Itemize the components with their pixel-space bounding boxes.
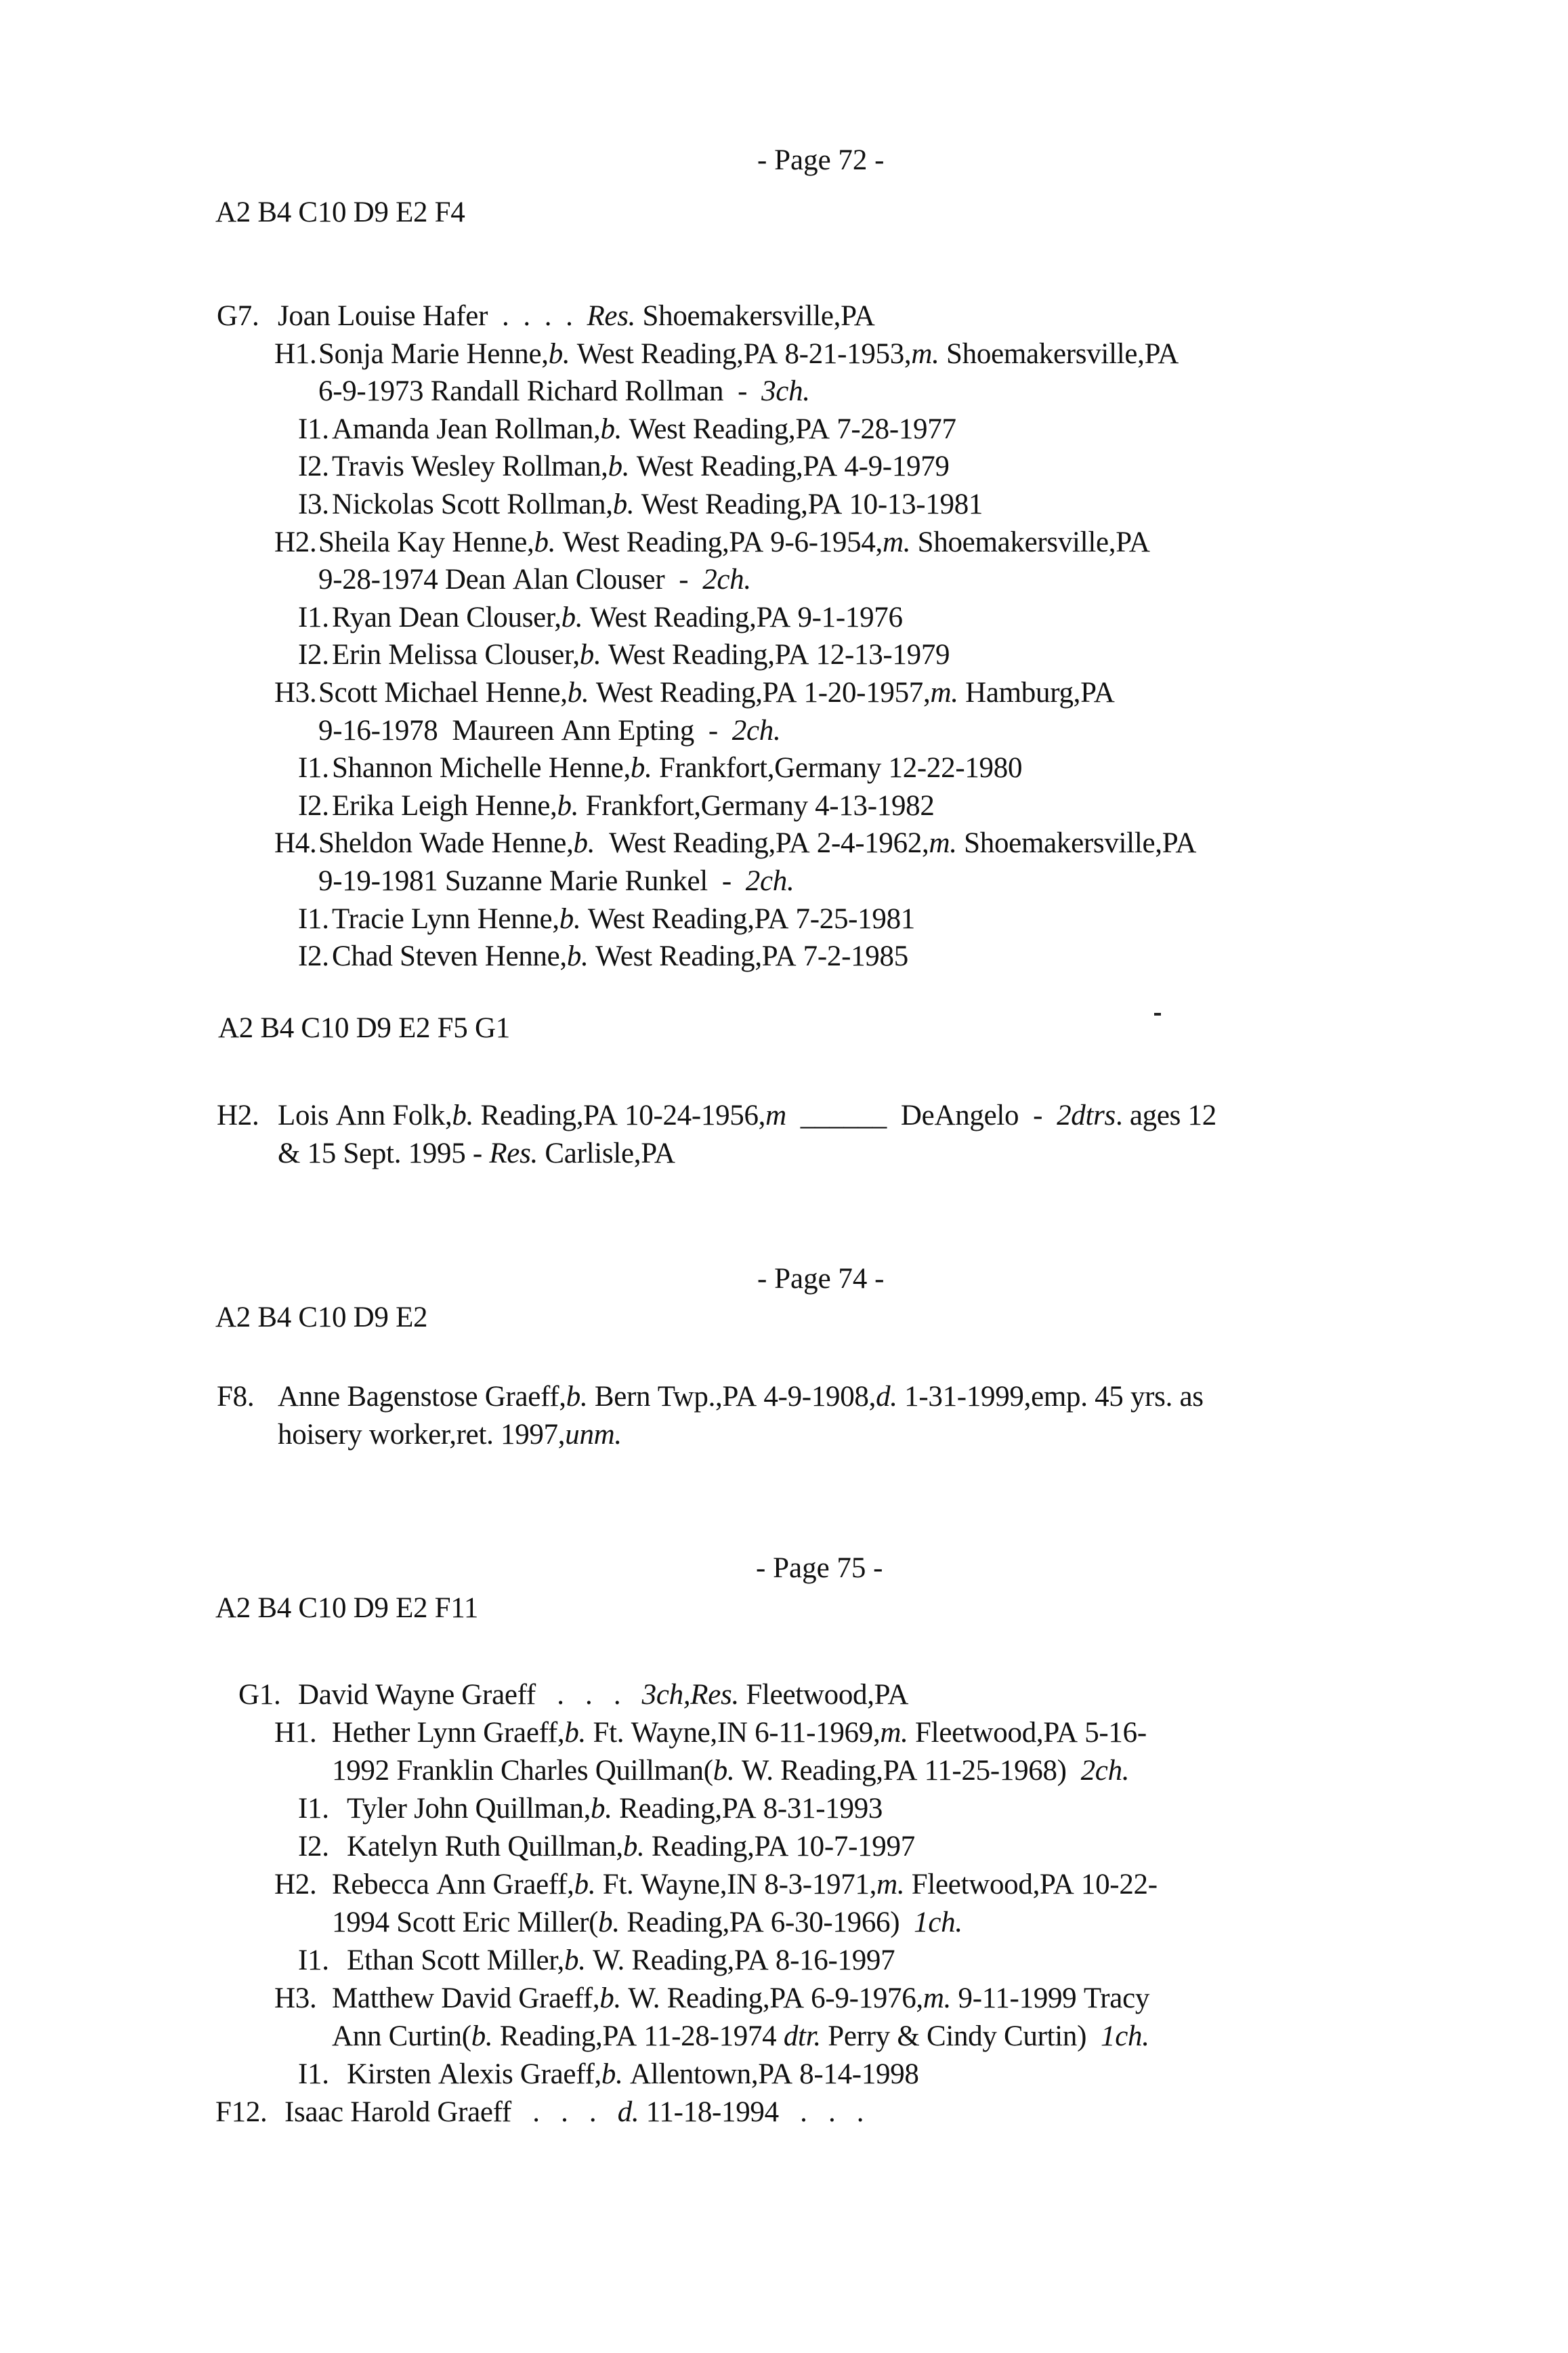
abbreviation: b. [600,413,622,445]
abbreviation: b. [567,677,589,709]
entry-text: W. Reading,PA 11-25-1968) [734,1755,1081,1787]
entry-label: I2. [298,639,329,671]
abbreviation: Res. [587,300,636,332]
entry-text: Rebecca Ann Graeff, [332,1869,574,1900]
entry-text: 9-16-1978 Maureen Ann Epting - [318,714,732,747]
entry-text: Reading,PA 10-24-1956, [473,1100,766,1131]
entry-label: I1. [298,1793,329,1825]
entry-text: Hamburg,PA [958,677,1115,709]
entry-text: West Reading,PA 2-4-1962, [595,827,929,860]
entry-continuation-line [332,2022,1149,2051]
entry-continuation-line [318,867,794,896]
entry-text: Katelyn Ruth Quillman, [347,1831,623,1862]
abbreviation: b. [471,2020,493,2052]
abbreviation: 2dtrs [1057,1100,1116,1131]
abbreviation: b. [622,1831,645,1862]
entry-label: F12. [215,2096,268,2128]
entry-label: G1. [238,1679,281,1711]
entry-text: Shoemakersville,PA [939,337,1179,370]
entry-text: W. Reading,PA 8-16-1997 [585,1944,895,1976]
entry-text: 1-31-1999,emp. 45 yrs. as [897,1381,1204,1413]
entry-line [332,1984,1149,2013]
entry-line [278,1101,1216,1130]
entry-line [332,415,956,444]
entry-label: H2. [274,526,317,558]
abbreviation: b. [566,940,589,973]
abbreviation: b. [548,337,570,370]
entry-text: Bern Twp.,PA 4-9-1908, [587,1381,876,1413]
entry-text: West Reading,PA 1-20-1957, [589,677,931,709]
entry-line [332,904,915,934]
page-number-72: - Page 72 - [757,144,885,176]
abbreviation: b. [564,1944,586,1976]
entry-line [318,829,1196,858]
entry-text: Fleetwood,PA 10-22- [904,1869,1158,1900]
entry-line [318,528,1150,557]
entry-text: W. Reading,PA 6-9-1976, [620,1982,923,2014]
abbreviation: 2ch. [745,865,794,897]
abbreviation: b. [598,1907,620,1938]
abbreviation: b. [630,752,652,785]
entry-line [318,339,1179,369]
entry-text: Ryan Dean Clouser, [332,601,561,633]
entry-line [332,490,983,519]
entry-text: West Reading,PA 7-28-1977 [622,413,956,445]
abbreviation: b. [591,1793,612,1825]
entry-text: Shoemakersville,PA [635,300,875,332]
entry-line [332,1870,1158,1899]
abbreviation: 1ch. [914,1907,962,1938]
entry-text: Ann Curtin( [332,2020,471,2052]
entry-continuation-line [318,716,780,745]
entry-label: I1. [298,902,329,935]
entry-text: Isaac Harold Graeff [284,2096,511,2128]
entry-line [347,1832,915,1861]
entry-text: Reading,PA 11-28-1974 [492,2020,784,2052]
abbreviation: b. [566,1381,588,1413]
entry-text: West Reading,PA 4-9-1979 [629,451,950,483]
entry-continuation-line [332,1908,962,1937]
entry-text: Matthew David Graeff, [332,1982,600,2014]
abbreviation: b. [574,1869,596,1900]
entry-text: 11-18-1994 . . . [639,2096,864,2128]
entry-text: Sheila Kay Henne, [318,526,534,558]
entry-text: Tyler John Quillman, [347,1793,591,1825]
entry-text: Tracie Lynn Henne, [332,902,559,935]
entry-text: Kirsten Alexis Graeff, [347,2058,601,2090]
entry-text: Travis Wesley Rollman, [332,451,608,483]
abbreviation: b. [564,1717,586,1749]
entry-text: Fleetwood,PA [738,1679,909,1711]
abbreviation: 2ch. [702,564,751,596]
entry-text: Perry & Cindy Curtin) [820,2020,1101,2052]
entry-continuation-line [332,1756,1129,1785]
entry-text: Sonja Marie Henne, [318,337,549,370]
entry-line [332,452,950,481]
entry-text: Erika Leigh Henne, [332,789,557,822]
entry-label: H1. [274,337,317,370]
abbreviation: b. [557,789,579,822]
entry-label: I1. [298,2058,329,2090]
entry-text: Anne Bagenstose Graeff, [278,1381,566,1413]
abbreviation: 1ch. [1101,2020,1149,2052]
abbreviation: d. [876,1381,897,1413]
entry-text: Ethan Scott Miller, [347,1944,564,1976]
entry-text: West Reading,PA 10-13-1981 [634,488,983,520]
entry-label: I1. [298,1944,329,1976]
entry-label: H2. [217,1100,259,1131]
entry-line [332,791,935,820]
entry-text: . . . [535,1679,642,1711]
entry-text: . ages 12 [1115,1100,1216,1131]
entry-label: H3. [274,1982,317,2014]
entry-line [318,678,1115,707]
abbreviation: b. [601,2058,623,2090]
abbreviation: unm. [565,1419,622,1451]
entry-text: Ft. Wayne,IN 6-11-1969, [586,1717,881,1749]
abbreviation: m. [930,677,958,709]
entry-text: 9-11-1999 Tracy [951,1982,1150,2014]
entry-continuation-line [278,1420,622,1449]
abbreviation: dtr. [783,2020,821,2052]
entry-text: Reading,PA 10-7-1997 [644,1831,915,1862]
lineage-heading: A2 B4 C10 D9 E2 F4 [215,196,465,228]
entry-text: Shannon Michelle Henne, [332,752,631,785]
abbreviation: m. [923,1982,952,2014]
entry-label: I2. [298,451,329,483]
abbreviation: b. [561,601,583,633]
entry-text: West Reading,PA 9-1-1976 [582,601,903,633]
entry-text: West Reading,PA 12-13-1979 [601,639,950,671]
entry-continuation-line [278,1139,675,1168]
entry-text: West Reading,PA 7-2-1985 [588,940,908,973]
abbreviation: b. [713,1755,735,1787]
abbreviation: b. [573,827,595,860]
abbreviation: d. [617,2096,639,2128]
abbreviation: b. [608,451,630,483]
entry-text: Nickolas Scott Rollman, [332,488,613,520]
entry-line [332,603,903,632]
entry-text: David Wayne Graeff [298,1679,536,1711]
entry-text: Frankfort,Germany 4-13-1982 [578,789,935,822]
entry-text: 1992 Franklin Charles Quillman( [332,1755,713,1787]
entry-text: Amanda Jean Rollman, [332,413,601,445]
entry-text: Hether Lynn Graeff, [332,1717,565,1749]
entry-line [332,942,908,971]
entry-label: I1. [298,601,329,633]
entry-label: F8. [217,1381,255,1413]
abbreviation: m. [880,1717,908,1749]
entry-text: West Reading,PA 8-21-1953, [570,337,912,370]
entry-text: . . . . [488,300,587,332]
entry-line [278,1382,1204,1411]
entry-text: Ft. Wayne,IN 8-3-1971, [595,1869,877,1900]
lineage-heading: A2 B4 C10 D9 E2 F5 G1 [218,1012,510,1044]
entry-text: Shoemakersville,PA [910,526,1150,558]
abbreviation: b. [599,1982,621,2014]
entry-label: H3. [274,677,317,709]
entry-label: G7. [217,300,259,332]
entry-text: Reading,PA 6-30-1966) [619,1907,914,1938]
entry-text: Allentown,PA 8-14-1998 [622,2058,919,2090]
entry-line [347,1946,895,1975]
entry-text: & 15 Sept. 1995 - [278,1138,490,1169]
abbreviation: m. [911,337,939,370]
entry-text: West Reading,PA 7-25-1981 [580,902,915,935]
entry-text: Scott Michael Henne, [318,677,568,709]
entry-line [332,1718,1147,1747]
abbreviation: b. [559,902,581,935]
entry-label: I1. [298,752,329,785]
entry-text: Shoemakersville,PA [956,827,1197,860]
entry-label: I1. [298,413,329,445]
entry-line [332,753,1022,783]
entry-line [347,2060,919,2089]
abbreviation: b. [612,488,635,520]
entry-continuation-line [318,377,810,406]
abbreviation: Res. [489,1138,538,1169]
scan-artifact [1154,1013,1161,1016]
entry-text: Chad Steven Henne, [332,940,567,973]
entry-line [332,640,950,669]
abbreviation: m. [876,1869,905,1900]
page-number-74: - Page 74 - [757,1263,885,1295]
entry-label: I3. [298,488,329,520]
entry-text: Fleetwood,PA 5-16- [908,1717,1147,1749]
entry-text: Erin Melissa Clouser, [332,639,580,671]
entry-text: ______ DeAngelo - [786,1100,1057,1131]
page-number-75: - Page 75 - [756,1552,883,1584]
abbreviation: m [765,1100,786,1131]
abbreviation: m. [929,827,957,860]
entry-text: 6-9-1973 Randall Richard Rollman - [318,375,762,408]
entry-text: Reading,PA 8-31-1993 [612,1793,883,1825]
entry-label: H1. [274,1717,317,1749]
abbreviation: b. [452,1100,474,1131]
abbreviation: b. [534,526,556,558]
entry-text: 9-19-1981 Suzanne Marie Runkel - [318,865,746,897]
entry-text: West Reading,PA 9-6-1954, [555,526,883,558]
entry-text: hoisery worker,ret. 1997, [278,1419,566,1451]
entry-text: Joan Louise Hafer [278,300,488,332]
abbreviation: 3ch. [761,375,810,408]
abbreviation: b. [579,639,601,671]
entry-text: Lois Ann Folk, [278,1100,452,1131]
abbreviation: 2ch. [1080,1755,1130,1787]
entry-label: I2. [298,1831,329,1862]
abbreviation: 2ch. [732,714,781,747]
entry-label: H4. [274,827,317,860]
lineage-heading: A2 B4 C10 D9 E2 [215,1302,428,1333]
entry-text: . . . [511,2096,618,2128]
entry-line [347,1794,883,1823]
entry-text: Sheldon Wade Henne, [318,827,574,860]
entry-label: I2. [298,940,329,973]
entry-continuation-line [318,565,751,594]
entry-text: 9-28-1974 Dean Alan Clouser - [318,564,703,596]
entry-label: H2. [274,1869,317,1900]
abbreviation: 3ch,Res. [641,1679,739,1711]
entry-text: 1994 Scott Eric Miller( [332,1907,599,1938]
entry-line [298,1680,908,1709]
entry-label: I2. [298,789,329,822]
entry-text: Carlisle,PA [537,1138,675,1169]
entry-text: Frankfort,Germany 12-22-1980 [652,752,1023,785]
entry-line [278,301,875,331]
lineage-heading: A2 B4 C10 D9 E2 F11 [215,1592,479,1624]
entry-line [284,2098,864,2127]
abbreviation: m. [882,526,911,558]
